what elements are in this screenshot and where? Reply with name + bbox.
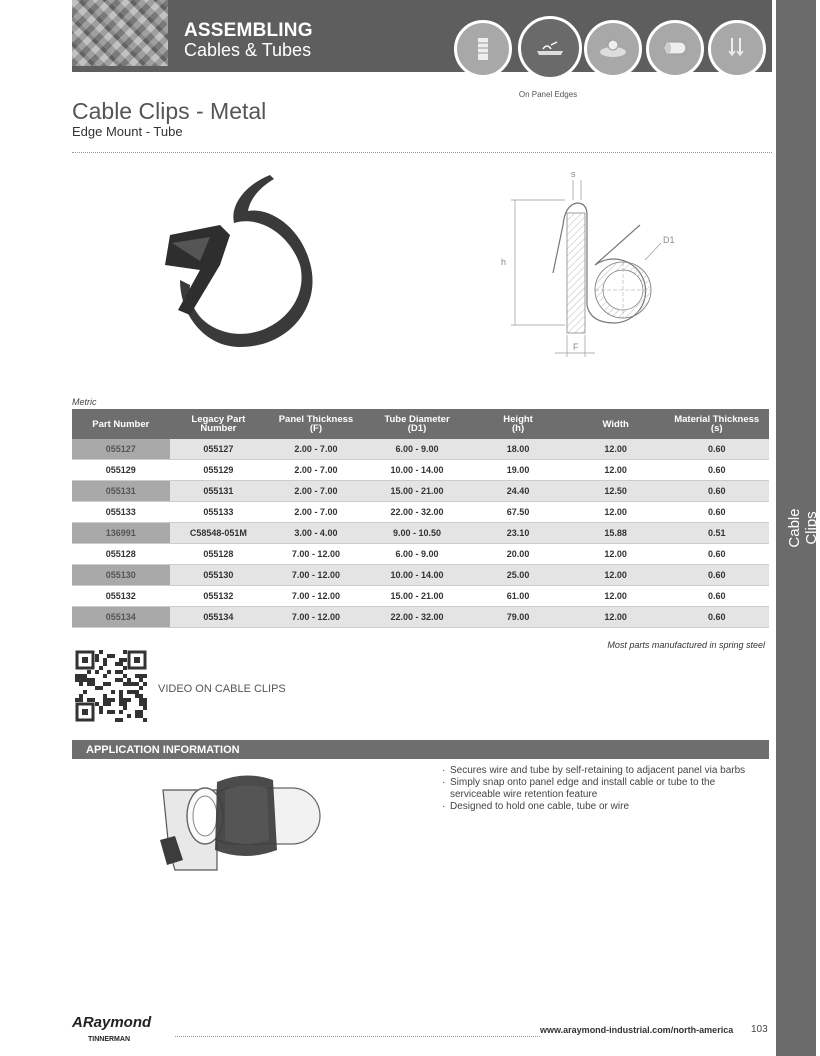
table-cell: 12.00: [567, 586, 665, 607]
table-cell: 2.00 - 7.00: [267, 481, 365, 502]
table-cell: 055132: [170, 586, 268, 607]
section-title: ASSEMBLING: [184, 20, 313, 41]
part-number-cell: 055129: [72, 460, 170, 481]
table-cell: 0.60: [664, 607, 769, 628]
table-cell: C58548-051M: [170, 523, 268, 544]
table-row: [72, 607, 769, 628]
table-cell: 10.00 - 14.00: [365, 565, 470, 586]
table-cell: 055130: [170, 565, 268, 586]
header-line1: Height: [503, 414, 533, 425]
arrows-down-icon[interactable]: [708, 20, 766, 78]
part-number-cell: 136991: [72, 523, 170, 544]
part-number-cell: 055132: [72, 586, 170, 607]
table-cell: 23.10: [469, 523, 567, 544]
table-cell: 055128: [170, 544, 268, 565]
disc-mount-icon[interactable]: [584, 20, 642, 78]
table-cell: 0.60: [664, 565, 769, 586]
table-cell: 15.00 - 21.00: [365, 481, 470, 502]
panel-edge-clip-icon[interactable]: [518, 16, 582, 80]
table-cell: 2.00 - 7.00: [267, 460, 365, 481]
table-cell: 79.00: [469, 607, 567, 628]
table-cell: 12.00: [567, 565, 665, 586]
header-line1: Tube Diameter: [384, 414, 450, 425]
table-cell: 25.00: [469, 565, 567, 586]
application-bullets: [442, 765, 762, 813]
divider: [72, 152, 772, 153]
table-cell: 055134: [170, 607, 268, 628]
table-row: [72, 481, 769, 502]
part-number-cell: 055127: [72, 439, 170, 460]
product-photo: [150, 165, 320, 355]
table-cell: 7.00 - 12.00: [267, 607, 365, 628]
table-cell: 12.00: [567, 502, 665, 523]
table-cell: 7.00 - 12.00: [267, 544, 365, 565]
tube-icon[interactable]: [646, 20, 704, 78]
table-header-cell: [170, 409, 268, 439]
technical-drawing: [495, 165, 715, 365]
footer-url[interactable]: www.araymond-industrial.com/north-america: [540, 1025, 734, 1035]
table-body: [72, 439, 769, 628]
table-cell: 2.00 - 7.00: [267, 502, 365, 523]
label-f: F: [573, 342, 579, 352]
table-caption: Metric: [72, 397, 97, 407]
table-cell: 24.40: [469, 481, 567, 502]
part-number-cell: 055133: [72, 502, 170, 523]
table-cell: 22.00 - 32.00: [365, 502, 470, 523]
label-d1: D1: [663, 235, 675, 245]
header-line2: (h): [512, 423, 525, 434]
part-number-cell: 055134: [72, 607, 170, 628]
table-cell: 0.60: [664, 439, 769, 460]
video-link[interactable]: VIDEO ON CABLE CLIPS: [158, 683, 286, 695]
table-cell: 055127: [170, 439, 268, 460]
table-cell: 12.50: [567, 481, 665, 502]
header-line2: Number: [200, 423, 237, 434]
table-row: [72, 586, 769, 607]
table-cell: 12.00: [567, 544, 665, 565]
table-cell: 12.00: [567, 607, 665, 628]
table-header-cell: [664, 409, 769, 439]
product-subtitle: Edge Mount - Tube: [72, 124, 183, 139]
table-cell: 12.00: [567, 439, 665, 460]
table-note: Most parts manufactured in spring steel: [607, 640, 765, 650]
application-illustration: [155, 770, 325, 880]
bullet-item: · Simply snap onto panel edge and install cable or tube to the serviceable wire retention feature: [442, 777, 762, 801]
table-cell: 18.00: [469, 439, 567, 460]
header-line1: Panel Thickness: [278, 414, 354, 425]
table-cell: 055133: [170, 502, 268, 523]
header-line1: Part Number: [92, 418, 150, 430]
table-row: [72, 502, 769, 523]
qr-code[interactable]: [75, 650, 147, 722]
sidebar-label: Cable Clips: [786, 508, 820, 548]
header-line1: Legacy Part: [191, 414, 246, 425]
table-cell: 7.00 - 12.00: [267, 586, 365, 607]
table-header-cell: [469, 409, 567, 439]
header-line1: Material Thickness: [674, 414, 760, 425]
table-cell: 0.60: [664, 544, 769, 565]
panel-stack-icon[interactable]: [454, 20, 512, 78]
table-header-cell: [567, 409, 665, 439]
page-number: 103: [751, 1024, 768, 1035]
table-cell: 7.00 - 12.00: [267, 565, 365, 586]
table-cell: 055131: [170, 481, 268, 502]
table-cell: 6.00 - 9.00: [365, 544, 470, 565]
table-cell: 15.88: [567, 523, 665, 544]
label-s: s: [571, 169, 576, 179]
table-cell: 0.60: [664, 481, 769, 502]
table-row: [72, 439, 769, 460]
table-cell: 19.00: [469, 460, 567, 481]
table-cell: 055129: [170, 460, 268, 481]
table-header-cell: [365, 409, 470, 439]
spec-table: [72, 409, 769, 628]
product-title: Cable Clips - Metal: [72, 98, 267, 124]
application-title: APPLICATION INFORMATION: [86, 744, 240, 756]
table-cell: 0.60: [664, 460, 769, 481]
table-row: [72, 565, 769, 586]
footer-divider: [175, 1036, 540, 1037]
table-cell: 0.60: [664, 586, 769, 607]
table-cell: 67.50: [469, 502, 567, 523]
table-cell: 15.00 - 21.00: [365, 586, 470, 607]
label-h: h: [501, 257, 507, 267]
table-row: [72, 523, 769, 544]
table-cell: 20.00: [469, 544, 567, 565]
header-photo: [72, 0, 168, 66]
table-cell: 12.00: [567, 460, 665, 481]
section-subtitle: Cables & Tubes: [184, 40, 312, 60]
table-cell: 10.00 - 14.00: [365, 460, 470, 481]
active-category-label: On Panel Edges: [518, 90, 578, 99]
table-cell: 9.00 - 10.50: [365, 523, 470, 544]
table-cell: 3.00 - 4.00: [267, 523, 365, 544]
table-header-row: [72, 409, 769, 439]
table-header-cell: [267, 409, 365, 439]
table-cell: 61.00: [469, 586, 567, 607]
bullet-item: · Secures wire and tube by self-retaining to adjacent panel via barbs: [442, 765, 762, 777]
table-cell: 2.00 - 7.00: [267, 439, 365, 460]
table-row: [72, 544, 769, 565]
header-line2: (F): [309, 423, 323, 434]
table-header-cell: [72, 409, 170, 439]
header-line2: (D1): [407, 423, 427, 434]
part-number-cell: 055128: [72, 544, 170, 565]
header-line2: (s): [710, 423, 723, 434]
table-row: [72, 460, 769, 481]
company-logo: ARaymond: [72, 1014, 152, 1031]
header-line1: Width: [602, 418, 629, 430]
table-cell: 0.51: [664, 523, 769, 544]
table-cell: 22.00 - 32.00: [365, 607, 470, 628]
bullet-item: · Designed to hold one cable, tube or wire: [442, 801, 762, 813]
part-number-cell: 055130: [72, 565, 170, 586]
table-cell: 6.00 - 9.00: [365, 439, 470, 460]
logo-tagline: TINNERMAN: [88, 1036, 130, 1043]
table-cell: 0.60: [664, 502, 769, 523]
part-number-cell: 055131: [72, 481, 170, 502]
